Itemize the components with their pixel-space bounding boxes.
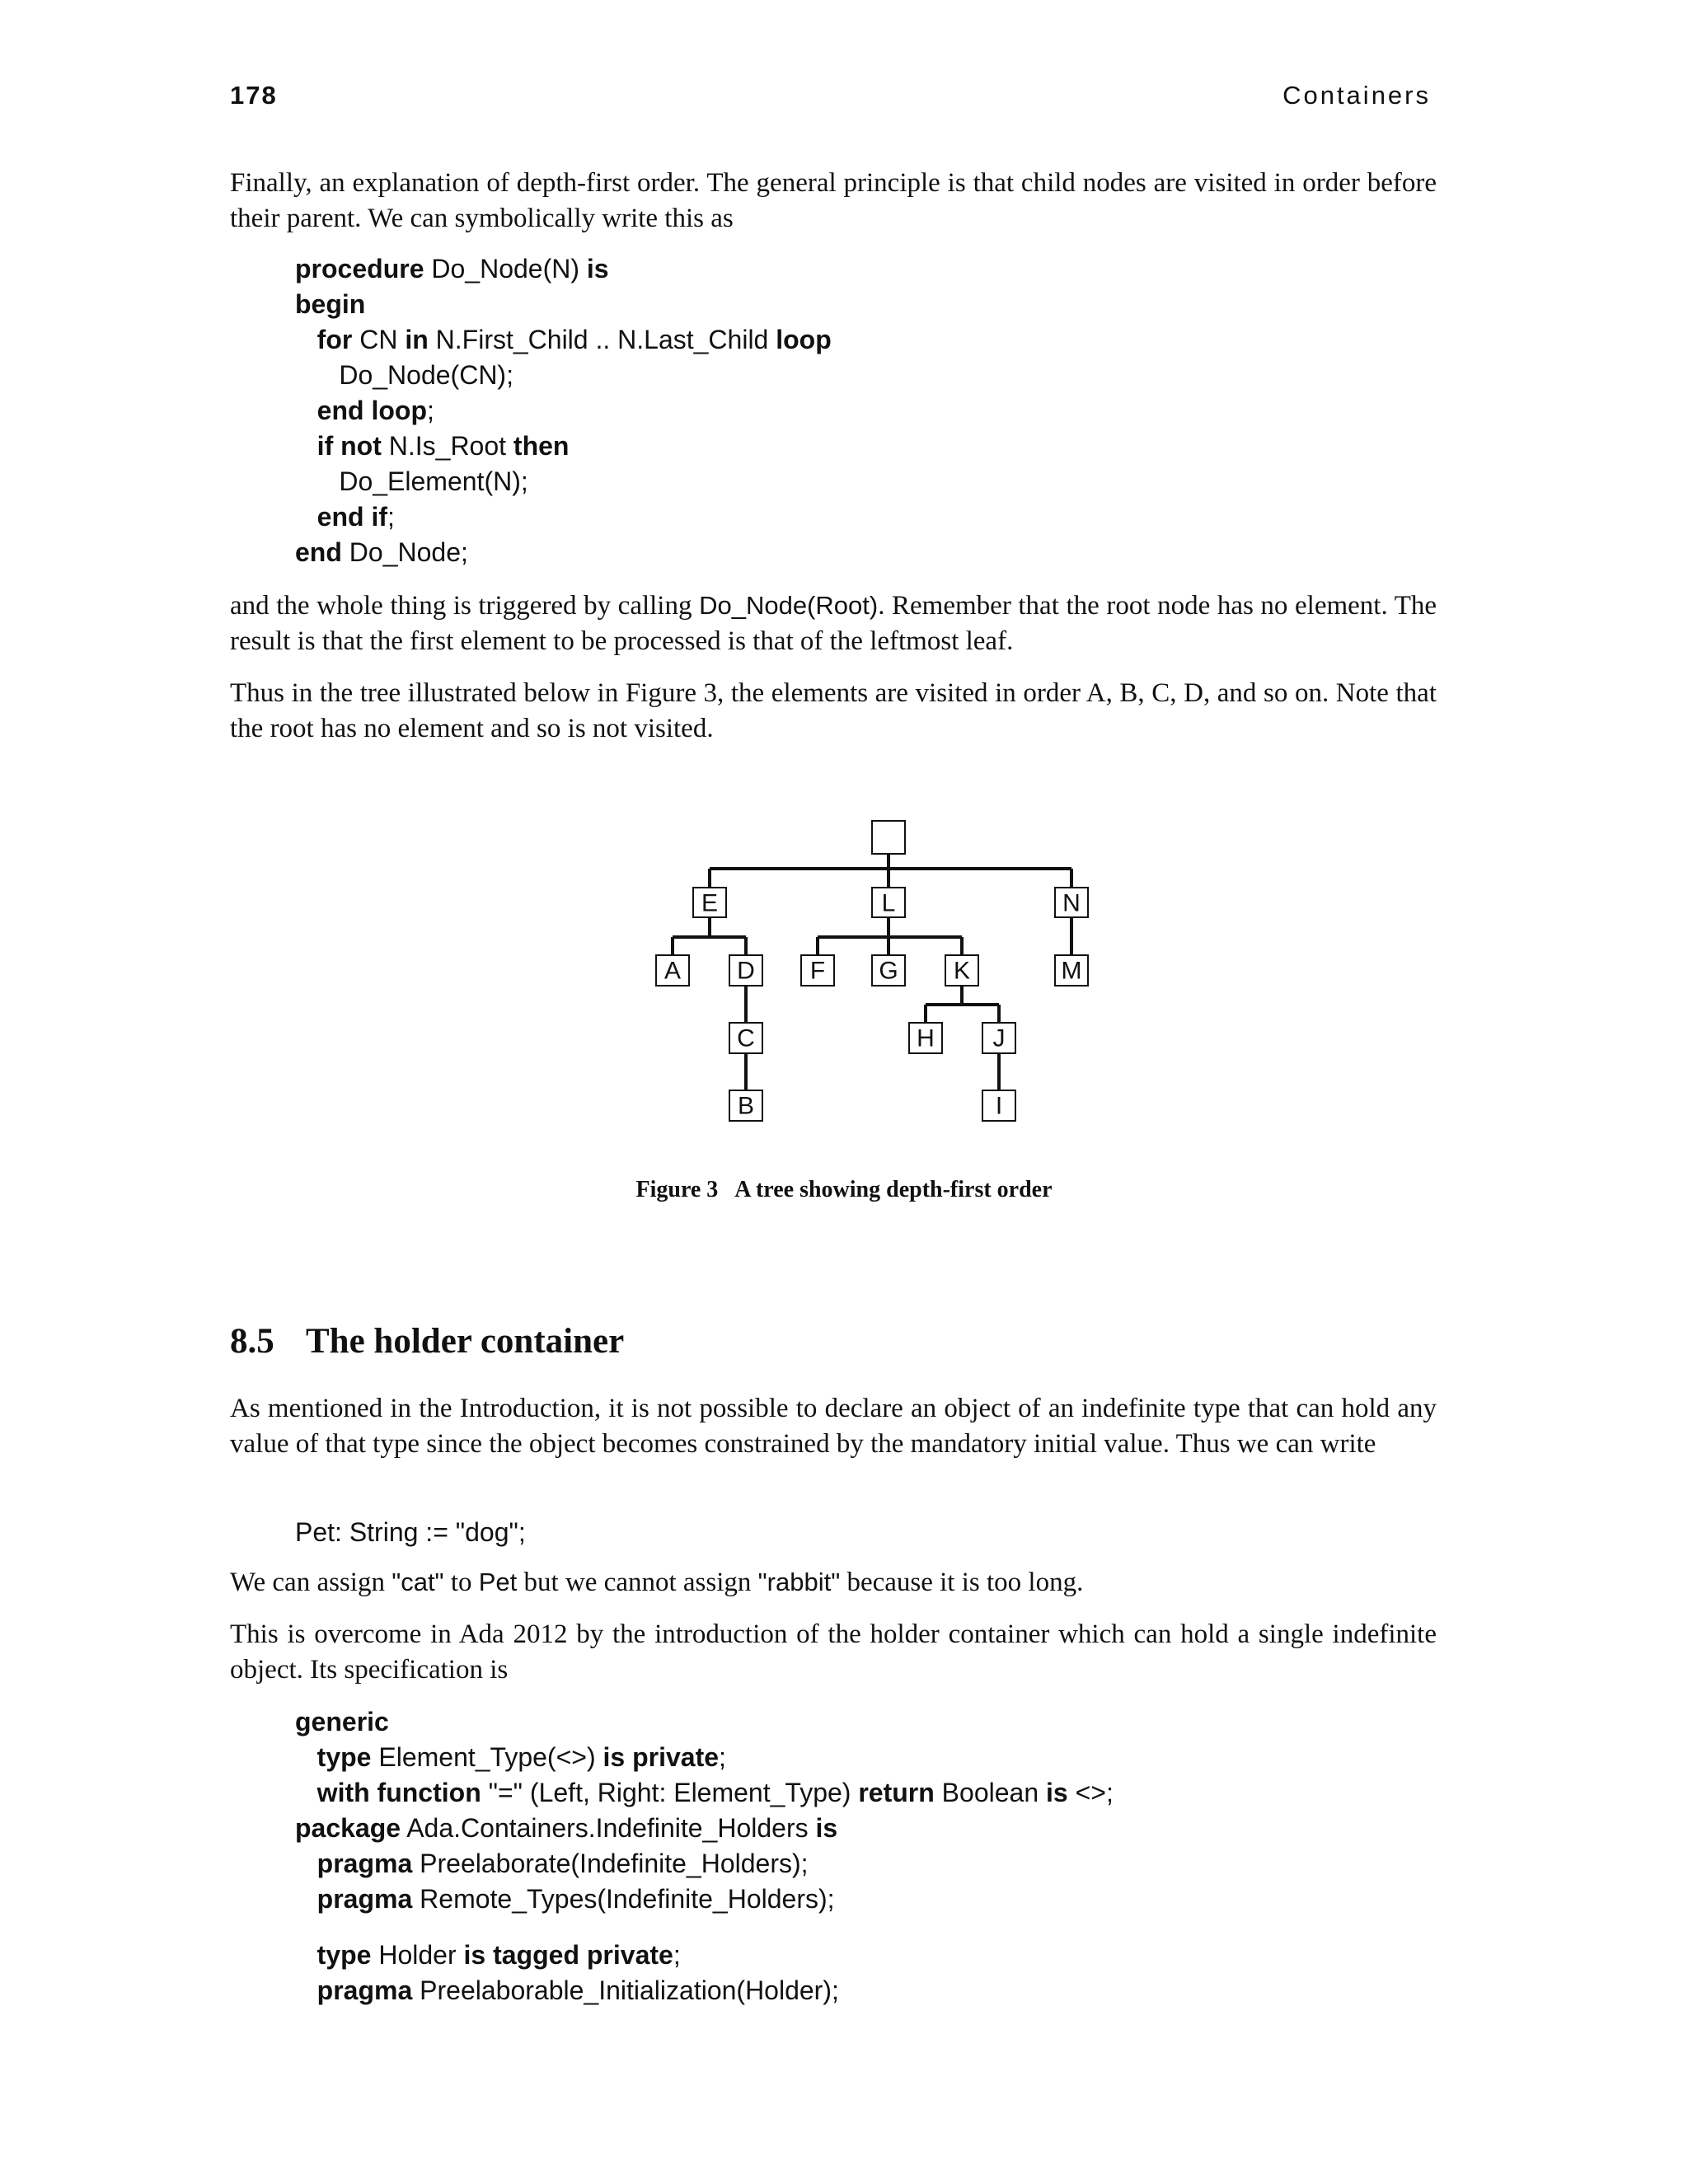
code-text: Ada.Containers.Indefinite_Holders <box>401 1813 816 1843</box>
code-keyword: end loop <box>316 396 427 425</box>
code-keyword: pragma <box>316 1884 413 1914</box>
tree-node-root <box>872 821 905 854</box>
tree-node-d <box>729 955 762 986</box>
code-text: Preelaborate(Indefinite_Holders); <box>412 1849 809 1878</box>
code-line <box>295 1775 1114 1811</box>
tree-node-j <box>982 1023 1015 1053</box>
inline-code-do-node-root: Do_Node(Root) <box>699 591 879 620</box>
code-text: ; <box>387 502 395 532</box>
svg-text:C: C <box>737 1024 755 1052</box>
tree-node-i <box>982 1090 1015 1121</box>
section-heading <box>230 1320 624 1363</box>
code-text: "=" (Left, Right: Element_Type) <box>481 1778 859 1807</box>
paragraph-indefinite-type: As mentioned in the Introduction, it is not possible to declare an object of an indefinite type that can hold any value of that type since the object becomes constrained by the mandatory initial value. Thus we can write <box>230 1394 1437 1459</box>
figure-caption <box>0 1177 1688 1203</box>
tree-node-g <box>872 955 905 986</box>
figure-caption-label: Figure 3 <box>635 1177 719 1202</box>
tree-node-h <box>909 1023 942 1053</box>
tree-node-n <box>1055 888 1088 917</box>
code-keyword: generic <box>295 1707 389 1736</box>
code-text: Do_Node(CN); <box>295 360 513 390</box>
svg-text:H: H <box>917 1024 935 1052</box>
svg-text:L: L <box>881 889 896 917</box>
code-keyword: is <box>815 1813 838 1843</box>
inline-code-rabbit: "rabbit" <box>757 1568 841 1596</box>
code-keyword: in <box>405 325 429 354</box>
code-keyword: is private <box>603 1742 720 1772</box>
paragraph-trigger-text-1: and the whole thing is triggered by calling <box>230 591 700 621</box>
code-keyword: if not <box>316 431 382 461</box>
intro-paragraph: Finally, an explanation of depth-first order. The general principle is that child nodes are visited in order before their parent. We can symbolically write this as <box>230 168 1437 233</box>
code-keyword: pragma <box>316 1849 413 1878</box>
edge-e-children <box>673 917 746 955</box>
svg-text:K: K <box>953 957 971 985</box>
code-line <box>295 1811 1114 1846</box>
inline-code-cat: "cat" <box>392 1568 444 1596</box>
running-title: Containers <box>1282 81 1431 110</box>
paragraph-trigger-text-2: . Remember that the root node has no element. The result is that the first element to be processed is that of the leftmost leaf. <box>230 591 1437 656</box>
assign-text-4: because it is too long. <box>840 1568 1084 1597</box>
code-keyword: for <box>316 325 353 354</box>
code-text: <>; <box>1067 1778 1114 1807</box>
code-line <box>295 1938 839 1973</box>
inline-code-pet: Pet <box>478 1568 518 1596</box>
code-text: ; <box>426 396 434 425</box>
code-keyword: end <box>295 537 342 567</box>
code-keyword: end if <box>316 502 387 532</box>
code-keyword: with function <box>316 1778 481 1807</box>
code-keyword: procedure <box>295 254 424 284</box>
edge-k-children <box>926 986 999 1023</box>
code-line <box>295 1740 1114 1775</box>
svg-text:A: A <box>663 957 682 985</box>
code-text <box>295 1742 317 1772</box>
assign-text-3: but we cannot assign <box>517 1568 758 1597</box>
code-keyword: begin <box>295 289 366 319</box>
code-keyword: type <box>316 1940 372 1970</box>
code-text: ; <box>719 1742 726 1772</box>
code-line <box>295 1973 839 2008</box>
code-keyword: loop <box>776 325 832 354</box>
figure-caption-text: A tree showing depth-first order <box>734 1177 1053 1202</box>
svg-text:N: N <box>1062 889 1081 917</box>
code-keyword: is <box>1046 1778 1068 1807</box>
code-text: Preelaborable_Initialization(Holder); <box>412 1975 839 2005</box>
svg-text:M: M <box>1061 957 1082 985</box>
code-keyword: then <box>513 431 570 461</box>
svg-text:G: G <box>879 957 898 985</box>
tree-node-e <box>693 888 726 917</box>
code-text: Boolean <box>934 1778 1046 1807</box>
code-text <box>295 1940 317 1970</box>
code-keyword: is tagged private <box>463 1940 673 1970</box>
tree-node-c <box>729 1023 762 1053</box>
code-text <box>295 1884 317 1914</box>
code-line-pet: Pet: String := "dog"; <box>295 1517 526 1547</box>
svg-text:I: I <box>995 1092 1003 1120</box>
paragraph-tree-order: Thus in the tree illustrated below in Figure 3, the elements are visited in order A, B, C, D, and so on. Note that the root has no element and so is not visited. <box>230 678 1437 743</box>
tree-node-l <box>872 888 905 917</box>
svg-text:B: B <box>737 1092 755 1120</box>
tree-node-m <box>1055 955 1088 986</box>
code-text: Holder <box>371 1940 464 1970</box>
code-text: Remote_Types(Indefinite_Holders); <box>412 1884 835 1914</box>
svg-text:D: D <box>737 957 755 985</box>
code-text: N.First_Child .. N.Last_Child <box>428 325 776 354</box>
tree-node-b <box>729 1090 762 1121</box>
code-line <box>295 1882 1114 1917</box>
code-keyword: package <box>295 1813 401 1843</box>
code-keyword: return <box>858 1778 935 1807</box>
svg-text:F: F <box>809 957 826 985</box>
assign-text-1: We can assign <box>230 1568 392 1597</box>
svg-text:J: J <box>992 1024 1006 1052</box>
code-text <box>295 1778 317 1807</box>
code-line <box>295 1704 1114 1740</box>
code-text <box>295 1975 317 2005</box>
code-line <box>295 1846 1114 1882</box>
edge-l-children <box>818 917 962 955</box>
code-block-holder-type <box>295 1938 839 2008</box>
page-number: 178 <box>230 81 278 110</box>
paragraph-holder-intro: This is overcome in Ada 2012 by the introduction of the holder container which can hold a single indefinite object. Its specification is <box>230 1619 1437 1685</box>
code-text: Do_Node(N) <box>424 254 587 284</box>
section-number: 8.5 <box>230 1322 274 1361</box>
code-text: Element_Type(<>) <box>371 1742 603 1772</box>
tree-node-f <box>801 955 834 986</box>
code-text: ; <box>673 1940 681 1970</box>
code-text: Do_Node; <box>341 537 468 567</box>
code-text: Do_Element(N); <box>295 466 528 496</box>
code-keyword: is <box>586 254 609 284</box>
code-text: N.Is_Root <box>381 431 513 461</box>
assign-text-2: to <box>443 1568 479 1597</box>
code-keyword: pragma <box>316 1975 413 2005</box>
svg-text:E: E <box>701 889 719 917</box>
paragraph-assign <box>230 1564 1437 1601</box>
code-text: CN <box>352 325 406 354</box>
section-title: The holder container <box>306 1322 625 1361</box>
edge-root-children <box>710 854 1071 888</box>
code-keyword: type <box>316 1742 372 1772</box>
tree-node-k <box>945 955 978 986</box>
tree-node-a <box>656 955 689 986</box>
code-text <box>295 1849 317 1878</box>
code-block-generic-spec <box>295 1704 1114 1917</box>
